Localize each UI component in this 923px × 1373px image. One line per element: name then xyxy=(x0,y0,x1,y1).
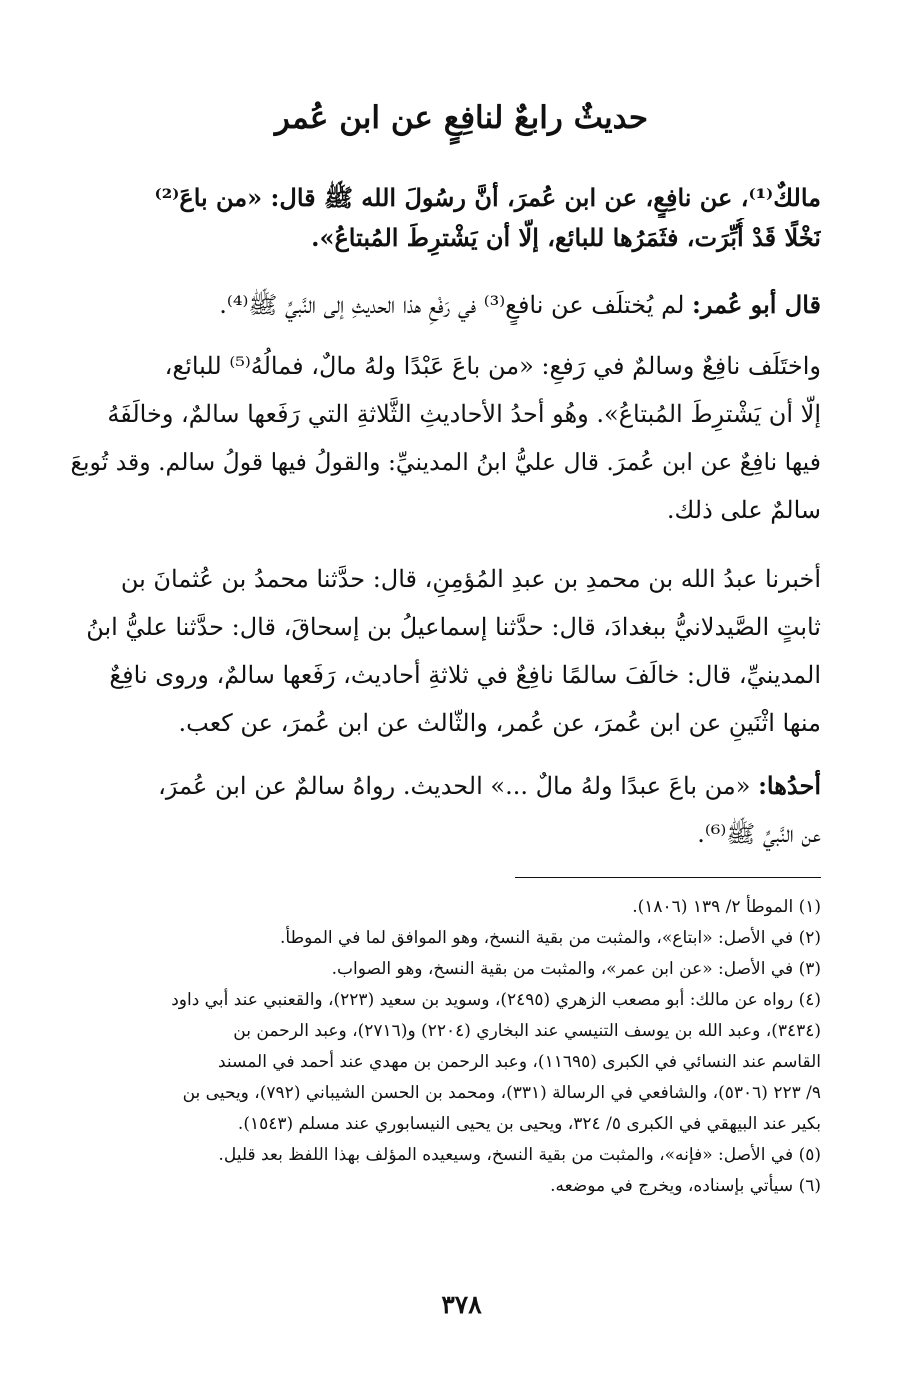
footnote xyxy=(70,923,821,954)
footnote-separator xyxy=(515,877,821,878)
text-line: نَخْلًا قَدْ أُبِّرَت، فثَمَرُها للبائع، إلّا أن يَشْترِطَ المُبتاعُ». xyxy=(311,223,821,252)
text-line: مالكٌ⁽¹⁾، عن نافِعٍ، عن ابن عُمرَ، أنَّ رسُولَ الله ﷺ قال: «من باعَ⁽²⁾ xyxy=(154,183,821,212)
footnote-line: القاسم عند النسائي في الكبرى (١١٦٩٥)، وعبد الرحمن بن مهدي عند أحمد في المسند xyxy=(217,1052,821,1072)
footnote xyxy=(70,1171,821,1202)
text-line: ثابتٍ الصَّيدلانيُّ ببغدادَ، قال: حدَّثنا إسماعيلُ بن إسحاقَ، قال: حدَّثنا عليُّ ابنُ xyxy=(86,613,821,641)
section-title: حديثٌ رابعٌ لنافِعٍ عن ابن عُمر xyxy=(274,100,649,136)
text-line: عن النَّبيِّ ﷺ⁽⁶⁾. xyxy=(697,820,821,848)
footnote-line: (٦) سيأتي بإسناده، ويخرج في موضعه. xyxy=(550,1176,821,1196)
discussion-paragraph xyxy=(70,342,821,534)
footnote xyxy=(70,985,821,1140)
text-line: المدينيِّ، قال: خالَفَ سالمًا نافِعٌ في ثلاثةِ أحاديث، رَفَعها سالمٌ، وروى نافِعٌ xyxy=(109,661,821,689)
text-line: فيها نافِعٌ عن ابن عُمرَ. قال عليُّ ابنُ المدينيِّ: والقولُ فيها قولُ سالم. وقد تُوبعَ xyxy=(70,448,821,476)
footnote-line: (٢) في الأصل: «ابتاع»، والمثبت من بقية النسخ، وهو الموافق لما في الموطأ. xyxy=(280,928,821,948)
page-number: ٣٧٨ xyxy=(441,1290,482,1319)
footnotes xyxy=(70,892,821,1202)
footnote-line: (٣٤٣٤)، وعبد الله بن يوسف التنيسي عند البخاري (٢٢٠٤) و(٢٧١٦)، وعبد الرحمن بن xyxy=(233,1021,821,1041)
footnote-line: (٥) في الأصل: «فإنه»، والمثبت من بقية النسخ، وسيعيده المؤلف بهذا اللفظ بعد قليل. xyxy=(218,1145,821,1165)
item-lead: أحدُها: xyxy=(758,771,821,800)
text-line: سالمٌ على ذلك. xyxy=(666,496,821,524)
paragraph-text: لم يُختلَف عن نافعٍ⁽³⁾ في رَفْعِ هذا الحديثِ إلى النَّبيِّ ﷺ⁽⁴⁾. xyxy=(219,291,693,319)
text-line: واختَلَف نافِعٌ وسالمٌ في رَفعِ: «من باعَ عَبْدًا ولهُ مالٌ، فمالُهُ⁽⁵⁾ للبائع، xyxy=(164,352,821,380)
footnote xyxy=(70,892,821,923)
text-line: أخبرنا عبدُ الله بن محمدِ بن عبدِ المُؤمِنِ، قال: حدَّثنا محمدُ بن عُثمانَ بن xyxy=(120,565,821,593)
commentary-paragraph xyxy=(70,285,821,325)
hadith-paragraph xyxy=(70,178,821,258)
footnote xyxy=(70,1140,821,1171)
first-hadith-paragraph xyxy=(70,762,821,858)
footnote-line: ٩/ ٢٢٣ (٥٣٠٦)، والشافعي في الرسالة (٣٣١)، ومحمد بن الحسن الشيباني (٧٩٢)، ويحيى بن xyxy=(182,1083,821,1103)
footnote-line: (١) الموطأ ٢/ ١٣٩ (١٨٠٦). xyxy=(632,897,821,917)
paragraph-text: «من باعَ عبدًا ولهُ مالٌ ...» الحديث. رواهُ سالمٌ عن ابن عُمرَ، xyxy=(158,772,759,800)
footnote-line: (٤) رواه عن مالك: أبو مصعب الزهري (٢٤٩٥)، وسويد بن سعيد (٢٢٣)، والقعنبي عند أبي داود xyxy=(171,990,821,1010)
footnote-line: (٣) في الأصل: «عن ابن عمر»، والمثبت من بقية النسخ، وهو الصواب. xyxy=(331,959,821,979)
speaker-lead: قال أبو عُمر: xyxy=(692,290,821,319)
footnote-line: بكير عند البيهقي في الكبرى ٥/ ٣٢٤، ويحيى بن يحيى النيسابوري عند مسلم (١٥٤٣). xyxy=(237,1114,821,1134)
text-line xyxy=(70,762,821,810)
text-line: منها اثْنَينِ عن ابن عُمرَ، عن عُمر، والثّالث عن ابن عُمرَ، عن كعب. xyxy=(178,709,821,737)
footnote xyxy=(70,954,821,985)
text-line xyxy=(70,285,821,325)
isnad-paragraph xyxy=(70,555,821,747)
text-line: إلّا أن يَشْترِطَ المُبتاعُ». وهُو أحدُ الأحاديثِ الثَّلاثةِ التي رَفَعها سالمٌ، وخالَفَهُ xyxy=(107,400,821,428)
